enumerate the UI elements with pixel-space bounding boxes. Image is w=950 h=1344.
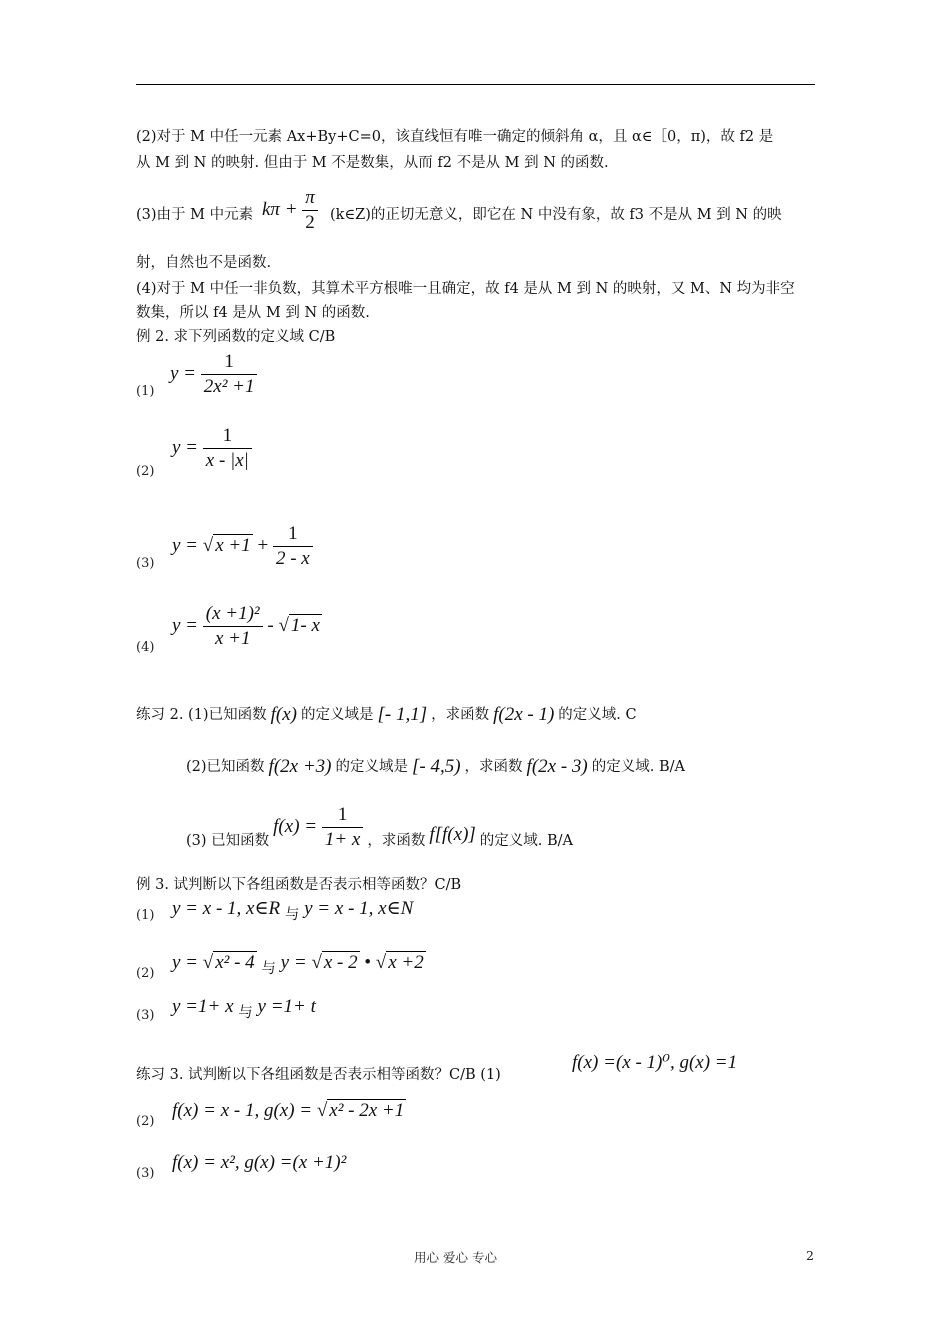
ex2-item-4-formula — [172, 604, 322, 649]
ex3-item-3-formula — [172, 996, 316, 1022]
practice-2-q2-label: (2)已知函数 — [186, 759, 265, 775]
ex2-item-2-number: (2) — [136, 464, 155, 479]
radicand: x - 2 — [323, 952, 358, 973]
formula-lhs: y = — [172, 952, 199, 973]
radicand: 1- x — [290, 614, 320, 636]
fraction-numerator: 1 — [273, 524, 313, 547]
ex3-item-1-number: (1) — [136, 908, 155, 923]
fraction-denominator: x - |x| — [205, 450, 249, 471]
ex3-item-2-formula — [172, 952, 426, 978]
formula-f-f-x: f[f(x)] — [429, 824, 476, 845]
ex2-item-3-formula — [172, 524, 313, 569]
ex2-item-2-formula — [172, 426, 252, 471]
para-3-line-2: 射，自然也不是函数. — [136, 255, 272, 271]
formula-a: y = x - 1, x∈R — [172, 898, 281, 919]
square-root: √ x +2 — [375, 952, 424, 973]
interval-2: [- 4,5) — [411, 756, 461, 777]
practice-2-q2 — [186, 756, 685, 778]
formula-b: y = x - 1, x∈N — [304, 898, 414, 919]
word-yu: 与 — [261, 961, 276, 977]
square-root: √ 1- x — [278, 614, 320, 636]
text-domain-is: 的定义域是 — [300, 707, 374, 723]
fraction-denominator: 2 - x — [275, 548, 310, 569]
practice-3-q2-formula — [172, 1100, 406, 1122]
practice-2-q3-label: (3) 已知函数 — [186, 833, 270, 849]
formula-f-2x-minus-3: f(2x - 3) — [526, 756, 588, 777]
formula-f-2x-minus-1: f(2x - 1) — [493, 704, 555, 725]
fraction — [203, 426, 252, 471]
kpi-text: kπ + — [262, 198, 298, 220]
page-number: 2 — [806, 1248, 814, 1263]
word-yu: 与 — [284, 907, 300, 923]
practice-3-q2-number: (2) — [136, 1114, 155, 1129]
pi-denominator: 2 — [305, 212, 315, 233]
fraction-denominator: 2x² +1 — [203, 376, 255, 397]
formula-lhs: y = — [172, 614, 199, 636]
text-domain-is: 的定义域是 — [335, 759, 408, 775]
practice-3-q1-formula: f(x) =(x - 1)⁰, g(x) =1 — [572, 1052, 738, 1073]
formula-lhs: y = — [280, 952, 307, 973]
para-3-prefix: (3)由于 M 中元素 — [136, 207, 254, 223]
formula-lhs: y = — [170, 362, 197, 384]
text-domain-end: 的定义域. C — [558, 707, 637, 723]
square-root: √ x +1 — [202, 534, 251, 556]
formula-f-x: f(x) — [270, 704, 297, 725]
ex2-item-3-number: (3) — [136, 556, 155, 571]
formula-lhs: y = — [172, 534, 199, 556]
practice-2-q3 — [186, 804, 573, 850]
para-4-line-1: (4)对于 M 中任一非负数，其算术平方根唯一且确定，故 f4 是从 M 到 N 的映射，又 M、N 均为非空 — [136, 281, 795, 297]
fraction — [201, 352, 258, 397]
minus-sign: - — [267, 614, 274, 636]
example-2-title: 例 2. 求下列函数的定义域 C/B — [136, 329, 336, 345]
practice-3-label: 练习 3. 试判断以下各组函数是否表示相等函数？C/B (1) — [136, 1067, 501, 1083]
text-find-function: ，求函数 — [367, 833, 426, 849]
para-4-line-2: 数集，所以 f4 是从 M 到 N 的函数. — [136, 305, 370, 321]
fraction-numerator: (x +1)² — [203, 604, 263, 627]
ex2-item-1-formula — [170, 352, 257, 397]
footer-slogan: 用心 爱心 专心 — [414, 1250, 497, 1265]
text-domain-end: 的定义域. B/A — [591, 759, 685, 775]
multiply-dot: • — [364, 952, 372, 973]
practice-2-label: 练习 2. (1)已知函数 — [136, 707, 267, 723]
header-rule — [136, 84, 815, 85]
formula-lhs: f(x) = — [273, 815, 318, 837]
radicand: x² - 4 — [215, 952, 255, 973]
plus-sign: + — [257, 534, 269, 556]
ex3-item-1-formula — [172, 898, 413, 924]
square-root: √ x² - 4 — [202, 952, 255, 973]
formula-b: y =1+ t — [257, 996, 316, 1017]
ex3-item-2-number: (2) — [136, 966, 155, 981]
fraction-numerator: 1 — [322, 805, 364, 828]
text-domain-end: 的定义域. B/A — [479, 833, 574, 849]
formula-lhs: f(x) = x - 1, g(x) = — [172, 1100, 313, 1121]
example-3-title: 例 3. 试判断以下各组函数是否表示相等函数？C/B — [136, 877, 462, 893]
fraction — [273, 524, 313, 569]
radicand: x +1 — [215, 534, 251, 556]
fraction — [203, 604, 263, 649]
fraction-denominator: 1+ x — [324, 828, 361, 850]
ex2-item-1-number: (1) — [136, 384, 155, 399]
fraction-numerator: 1 — [203, 426, 252, 449]
ex2-item-4-number: (4) — [136, 640, 155, 655]
ex3-item-3-number: (3) — [136, 1008, 155, 1023]
square-root: √ x - 2 — [311, 952, 358, 973]
formula-lhs: y = — [172, 436, 199, 458]
practice-2-q1 — [136, 704, 637, 726]
interval-1: [- 1,1] — [377, 704, 428, 725]
formula-f-x-fraction — [273, 805, 363, 850]
para-3-suffix: (k∈Z)的正切无意义，即它在 N 中没有象，故 f3 不是从 M 到 N 的映 — [330, 207, 782, 223]
pi-over-two — [302, 188, 318, 233]
text-find-function: ，求函数 — [431, 707, 490, 723]
pi-numerator: π — [302, 188, 318, 211]
fraction-numerator: 1 — [201, 352, 258, 375]
para-2-line-2: 从 M 到 N 的映射. 但由于 M 不是数集，从而 f2 不是从 M 到 N 的函数. — [136, 155, 609, 171]
square-root: √ x² - 2x +1 — [316, 1100, 405, 1121]
formula-a: y =1+ x — [172, 996, 234, 1017]
fraction — [322, 805, 364, 850]
word-yu: 与 — [238, 1005, 253, 1021]
para-2-line-1: (2)对于 M 中任一元素 Ax+By+C=0，该直线恒有唯一确定的倾斜角 α，且 α∈［0，π)，故 f2 是 — [136, 129, 774, 145]
formula-f-2x-plus-3: f(2x +3) — [268, 756, 332, 777]
radicand: x² - 2x +1 — [329, 1100, 405, 1121]
practice-3-q3-number: (3) — [136, 1166, 155, 1181]
practice-3-q3-formula: f(x) = x², g(x) =(x +1)² — [172, 1152, 347, 1173]
fraction-denominator: x +1 — [214, 628, 251, 649]
radicand: x +2 — [388, 952, 424, 973]
kpi-expression — [262, 188, 318, 233]
text-find-function: ，求函数 — [464, 759, 523, 775]
